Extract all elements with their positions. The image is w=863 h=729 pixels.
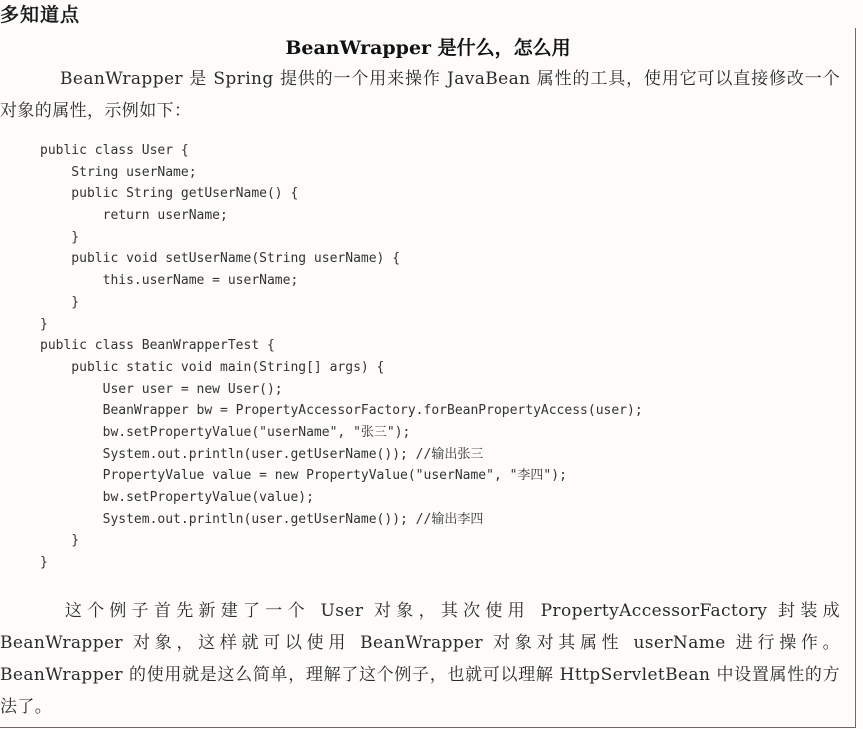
tip-title: BeanWrapper 是什么，怎么用 — [285, 37, 571, 59]
code-line: User user = new User(); — [40, 381, 283, 397]
code-line: PropertyValue value = new PropertyValue("userName", "李四"); — [40, 468, 567, 484]
intro-text: BeanWrapper 是 Spring 提供的一个用来操作 JavaBean 属性的工具，使用它可以直接修改一个对象的属性，示例如下： — [0, 69, 840, 121]
code-line: String userName; — [40, 164, 197, 180]
code-line: bw.setPropertyValue(value); — [40, 490, 314, 505]
code-line: bw.setPropertyValue("userName", "张三"); — [40, 424, 411, 440]
outro-paragraph — [0, 595, 840, 723]
section-label: 多知道点 — [0, 4, 81, 26]
code-line: this.userName = userName; — [40, 273, 299, 289]
code-line: return userName; — [40, 208, 228, 224]
outro-text: 这个例子首先新建了一个 User 对象，其次使用 PropertyAccessorFactory 封装成 BeanWrapper 对象，这样就可以使用 BeanWrapper 对象对其属性 userName 进行操作。BeanWrapper 的使用就是这么简单，理解了这个例子，也就可以理解 HttpServletBean 中设置属性的方法了。 — [0, 601, 840, 717]
code-line: public void setUserName(String userName) { — [40, 251, 401, 267]
code-line: } — [40, 294, 80, 310]
code-line: public static void main(String[] args) { — [40, 359, 385, 375]
code-line: BeanWrapper bw = PropertyAccessorFactory.forBeanPropertyAccess(user); — [40, 403, 643, 419]
code-line: public class User { — [40, 143, 189, 158]
code-line: } — [40, 229, 80, 245]
intro-paragraph — [0, 63, 840, 127]
code-line: } — [40, 316, 48, 332]
code-line: System.out.println(user.getUserName()); //输出张三 — [40, 446, 484, 462]
code-line: public String getUserName() { — [40, 186, 299, 202]
code-block — [40, 140, 643, 574]
code-line: public class BeanWrapperTest { — [40, 338, 275, 354]
code-line: } — [40, 555, 48, 571]
code-line: System.out.println(user.getUserName()); //输出李四 — [40, 511, 484, 527]
code-line: } — [40, 533, 80, 549]
